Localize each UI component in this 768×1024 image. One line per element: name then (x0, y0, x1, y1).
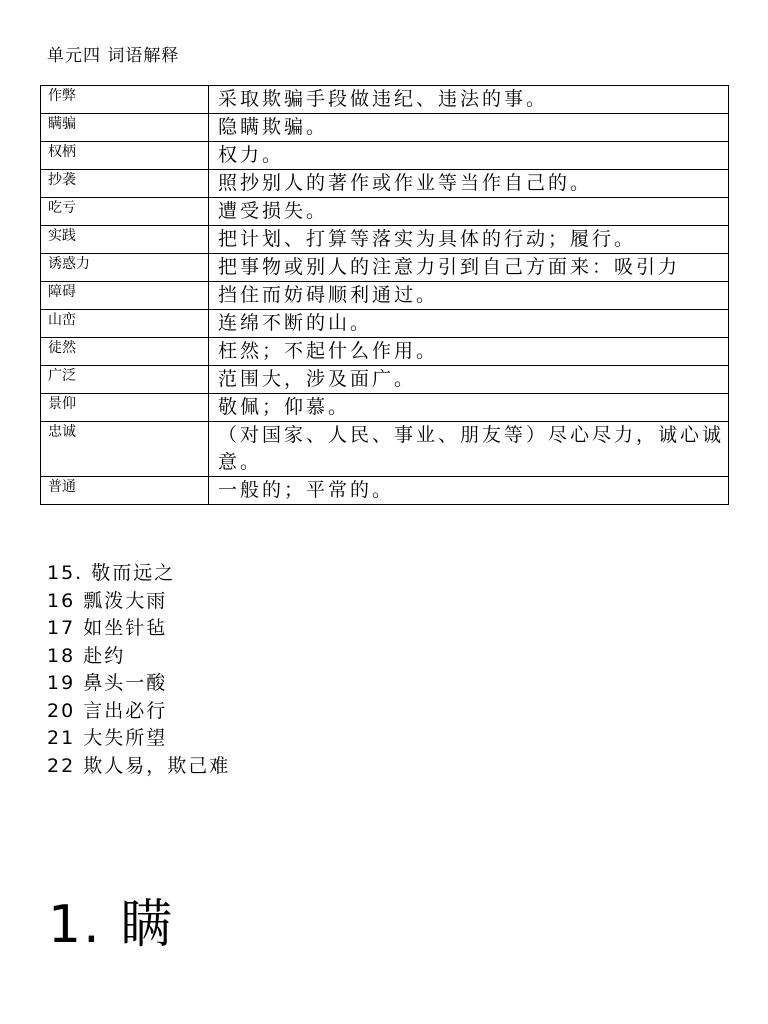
table-row (41, 170, 729, 198)
list-item: 16 瓢泼大雨 (47, 589, 168, 612)
definition-cell: 敬佩；仰慕。 (209, 394, 729, 422)
term-cell: 吃亏 (41, 198, 209, 226)
term-cell: 普通 (41, 477, 209, 505)
term-cell: 障碍 (41, 282, 209, 310)
definition-cell: 采取欺骗手段做违纪、违法的事。 (209, 86, 729, 114)
table-row (41, 366, 729, 394)
table-row (41, 254, 729, 282)
list-item: 19 鼻头一酸 (47, 672, 168, 694)
term-cell: 实践 (41, 226, 209, 254)
term-cell: 瞒骗 (41, 114, 209, 142)
table-row (41, 86, 729, 114)
list-item: 17 如坐针毡 (47, 617, 168, 639)
definition-cell: 权力。 (209, 142, 729, 170)
list-item: 18 赴约 (47, 644, 126, 667)
idiom-list (47, 560, 230, 780)
term-cell: 权柄 (41, 142, 209, 170)
list-item: 20 言出必行 (47, 699, 168, 722)
term-cell: 抄袭 (41, 170, 209, 198)
list-item: 15. 敬而远之 (47, 562, 176, 584)
table-row (41, 310, 729, 338)
table-row (41, 114, 729, 142)
term-cell: 广泛 (41, 366, 209, 394)
definition-cell: 一般的；平常的。 (209, 477, 729, 505)
term-cell: 徒然 (41, 338, 209, 366)
definition-cell: 枉然；不起什么作用。 (209, 338, 729, 366)
definition-cell: （对国家、人民、事业、朋友等）尽心尽力，诚心诚意。 (209, 422, 729, 477)
term-cell: 诱惑力 (41, 254, 209, 282)
page-title: 单元四 词语解释 (47, 46, 180, 66)
definition-cell: 挡住而妨碍顺利通过。 (209, 282, 729, 310)
list-item: 21 大失所望 (47, 727, 168, 749)
vocabulary-table-body (41, 86, 729, 505)
definition-cell: 隐瞒欺骗。 (209, 114, 729, 142)
term-cell: 景仰 (41, 394, 209, 422)
definition-cell: 把事物或别人的注意力引到自己方面来：吸引力 (209, 254, 729, 282)
term-cell: 作弊 (41, 86, 209, 114)
definition-cell: 连绵不断的山。 (209, 310, 729, 338)
vocabulary-table (40, 85, 729, 505)
section-heading: 1. 瞒 (48, 895, 175, 955)
table-row (41, 477, 729, 505)
term-cell: 山峦 (41, 310, 209, 338)
table-row (41, 282, 729, 310)
definition-cell: 照抄别人的著作或作业等当作自己的。 (209, 170, 729, 198)
table-row (41, 226, 729, 254)
table-row (41, 422, 729, 477)
definition-cell: 范围大，涉及面广。 (209, 366, 729, 394)
list-item: 22 欺人易，欺己难 (47, 754, 231, 777)
term-cell: 忠诚 (41, 422, 209, 477)
definition-cell: 把计划、打算等落实为具体的行动；履行。 (209, 226, 729, 254)
table-row (41, 394, 729, 422)
definition-cell: 遭受损失。 (209, 198, 729, 226)
table-row (41, 142, 729, 170)
table-row (41, 198, 729, 226)
table-row (41, 338, 729, 366)
